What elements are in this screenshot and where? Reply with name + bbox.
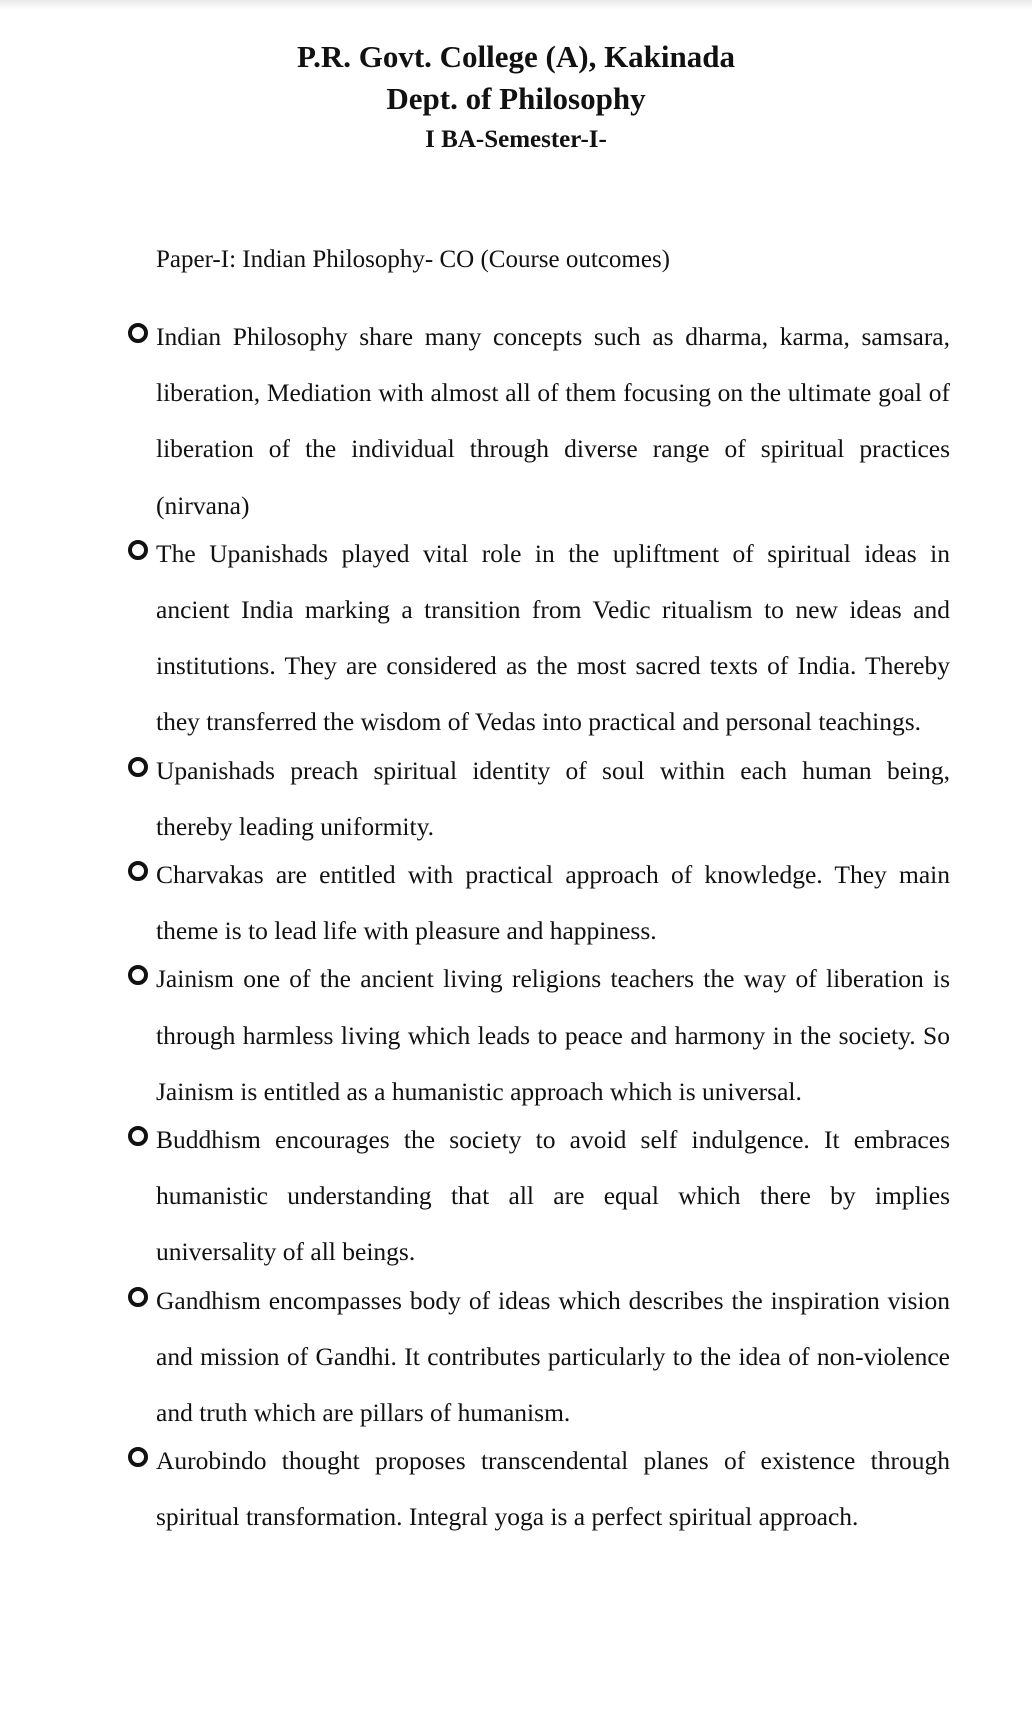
circle-bullet-icon — [128, 540, 148, 560]
college-name: P.R. Govt. College (A), Kakinada — [296, 39, 736, 74]
outcome-text: Aurobindo thought proposes transcendental planes of existence through spiritual transformation. Integral yoga is a perfect spiritual approach. — [156, 1446, 950, 1532]
page-top-edge — [0, 0, 1032, 10]
circle-bullet-icon — [128, 757, 148, 777]
outcome-text: Gandhism encompasses body of ideas which describes the inspiration vision and mission of Gandhi. It contributes particularly to the idea of non-violence and truth which are pillars of humanism. — [156, 1285, 950, 1428]
outcome-text: Charvakas are entitled with practical approach of knowledge. They main theme is to lead life with pleasure and happiness. — [156, 860, 950, 946]
list-item — [0, 847, 1032, 959]
department-name: Dept. of Philosophy — [386, 81, 646, 116]
document-header — [0, 36, 1032, 160]
list-item — [0, 1433, 1032, 1545]
outcome-text: The Upanishads played vital role in the upliftment of spiritual ideas in ancient India marking a transition from Vedic ritualism to new ideas and institutions. They are considered as the most sacred texts of India. Thereby they transferred the wisdom of Vedas into practical and personal teachings. — [156, 538, 950, 737]
course-outcomes-list — [0, 317, 1032, 1546]
circle-bullet-icon — [128, 965, 148, 985]
outcome-text: Buddhism encourages the society to avoid self indulgence. It embraces humanistic understanding that all are equal which there by implies universality of all beings. — [156, 1125, 950, 1267]
list-item — [0, 1112, 1032, 1281]
list-item — [0, 1273, 1032, 1442]
circle-bullet-icon — [128, 1447, 148, 1467]
outcome-text: Indian Philosophy share many concepts such as dharma, karma, samsara, liberation, Mediation with almost all of them focusing on the ultimate goal of liberation of the individual through diverse range of spiritual practices (nirvana) — [156, 322, 950, 520]
circle-bullet-icon — [128, 323, 148, 343]
circle-bullet-icon — [128, 1287, 148, 1307]
circle-bullet-icon — [128, 1126, 148, 1146]
paper-title: Paper-I: Indian Philosophy- CO (Course outcomes) — [156, 246, 671, 273]
list-item — [0, 951, 1032, 1120]
circle-bullet-icon — [128, 861, 148, 881]
outcome-text: Jainism one of the ancient living religions teachers the way of liberation is through harmless living which leads to peace and harmony in the society. So Jainism is entitled as a humanistic approach which is universal. — [156, 964, 950, 1106]
semester-label: I BA-Semester-I- — [425, 126, 607, 153]
list-item — [0, 743, 1032, 855]
outcome-text: Upanishads preach spiritual identity of soul within each human being, thereby leading uniformity. — [156, 755, 950, 841]
list-item — [0, 309, 1032, 534]
list-item — [0, 526, 1032, 751]
